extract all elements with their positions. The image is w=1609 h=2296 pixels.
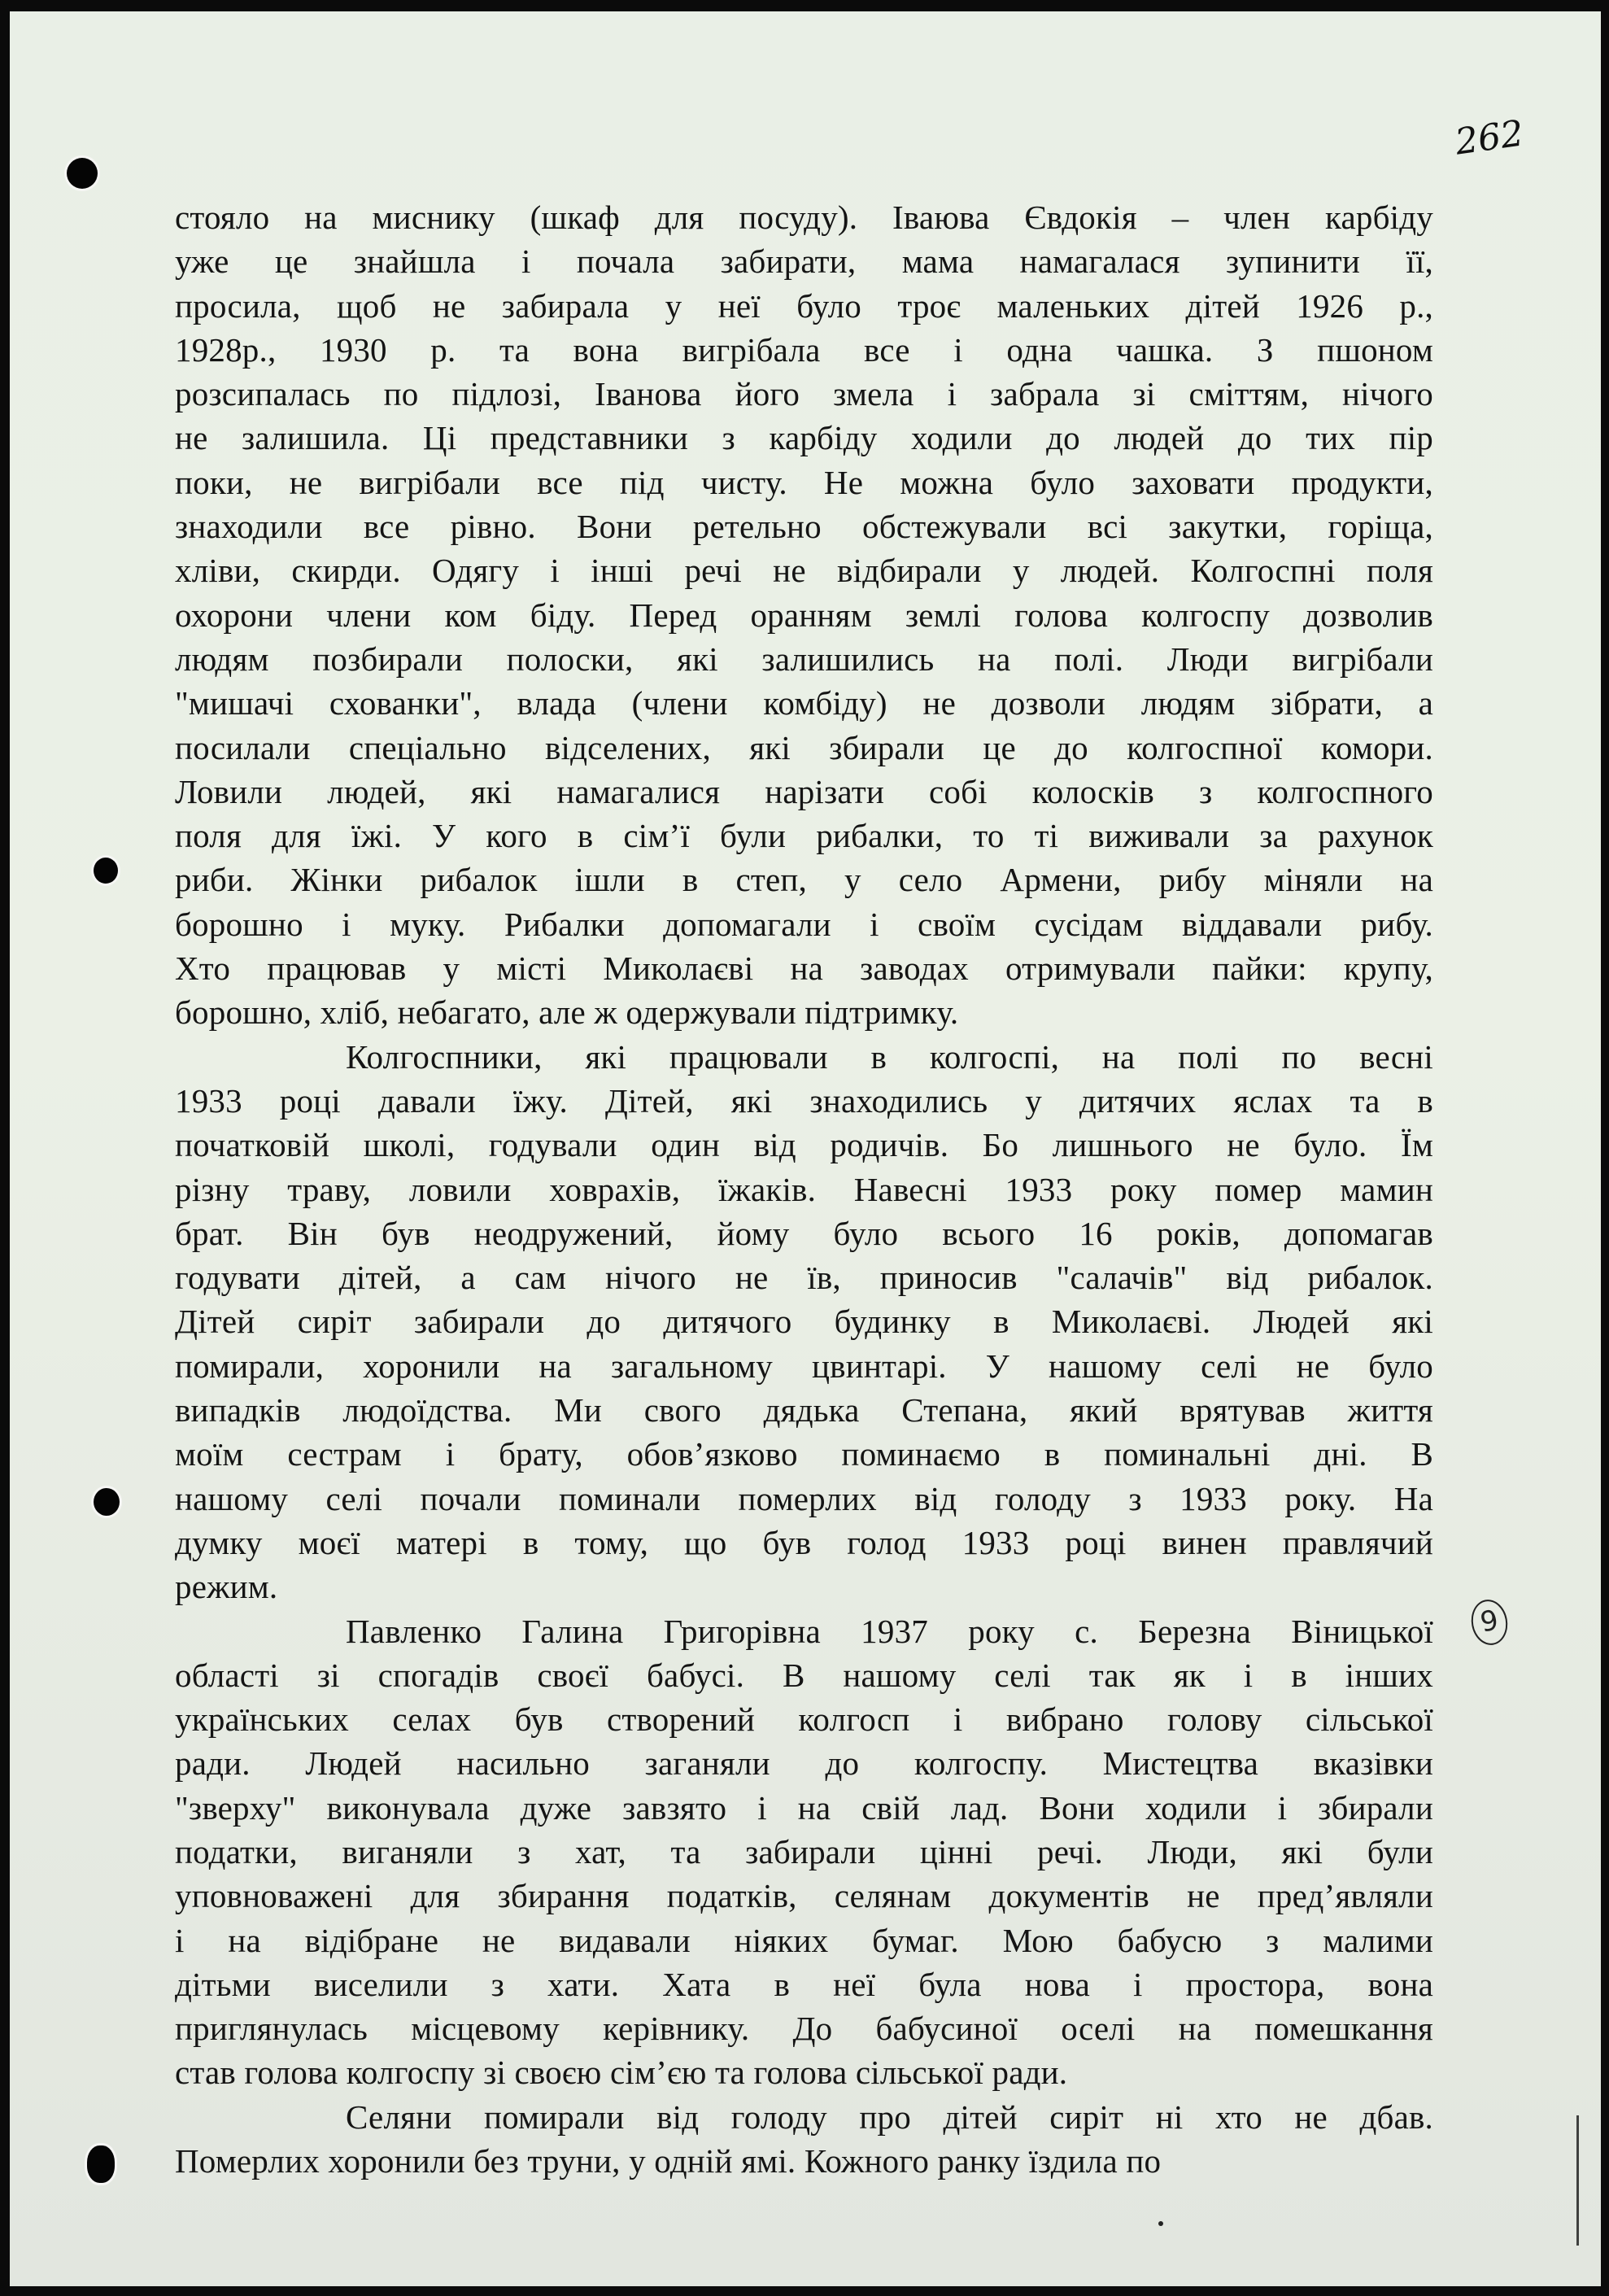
- text-line: ради. Людей насильно заганяли до колгоспу. Мистецтва вказівки: [175, 1744, 1433, 1783]
- text-line: Померлих хоронили без труни, у одній ямі. Кожного ранку їздила по: [175, 2142, 1162, 2180]
- text-line: борошно і муку. Рибалки допомагали і своїм сусідам віддавали рибу.: [175, 905, 1433, 943]
- text-line: нашому селі почали поминали померлих від голоду з 1933 року. На: [175, 1479, 1433, 1517]
- text-line: годувати дітей, а сам нічого не їв, приносив "салачів" від рибалок.: [175, 1259, 1433, 1297]
- text-line: дітьми виселили з хати. Хата в неї була нова і простора, вона: [175, 1965, 1433, 2003]
- text-line: випадків людоїдства. Ми свого дядька Степана, який врятував життя: [175, 1391, 1433, 1430]
- handwritten-page-number: 262: [1452, 112, 1527, 164]
- text-line: 1928р., 1930 р. та вона вигрібала все і одна чашка. З пшоном: [175, 330, 1433, 369]
- text-line: людям позбирали полоски, які залишились на полі. Люди вигрібали: [175, 639, 1433, 678]
- text-line: Колгоспники, які працювали в колгоспі, на полі по весні: [346, 1037, 1433, 1076]
- text-line: початковій школі, годували один від родичів. Бо лишнього не було. Їм: [175, 1126, 1433, 1164]
- text-line: борошно, хліб, небагато, але ж одержували підтримку.: [175, 993, 959, 1032]
- text-line: і на відібране не видавали ніяких бумаг. Мою бабусю з малими: [175, 1921, 1433, 1959]
- text-line: Ловили людей, які намагалися нарізати собі колосків з колгоспного: [175, 772, 1433, 810]
- text-line: податки, виганяли з хат, та забирали цінні речі. Люди, які були: [175, 1832, 1433, 1870]
- text-line: посилали спеціально відселених, які збирали це до колгоспної комори.: [175, 728, 1433, 766]
- punch-hole: [67, 158, 98, 189]
- text-line: Хто працював у місті Миколаєві на заводах отримували пайки: крупу,: [175, 949, 1433, 988]
- text-line: приглянулась місцевому керівнику. До бабусиної оселі на помешкання: [175, 2010, 1433, 2048]
- text-line: 1933 році давали їжу. Дітей, які знаходились у дитячих яслах та в: [175, 1081, 1433, 1120]
- text-line: уже це знайшла і почала забирати, мама намагалася зупинити її,: [175, 242, 1433, 281]
- text-line: думку моєї матері в тому, що був голод 1933 році винен правлячий: [175, 1523, 1433, 1561]
- text-line: моїм сестрам і брату, обов’язково поминаємо в поминальні дні. В: [175, 1435, 1433, 1473]
- text-line: просила, щоб не забирала у неї було троє маленьких дітей 1926 р.,: [175, 286, 1433, 325]
- text-line: не залишила. Ці представники з карбіду ходили до людей до тих пір: [175, 419, 1433, 457]
- circled-margin-mark: 9: [1467, 1597, 1511, 1648]
- text-line: знаходили все рівно. Вони ретельно обстежували всі закутки, горіща,: [175, 508, 1433, 546]
- document-body: [175, 195, 1433, 2183]
- text-line: уповноважені для збирання податків, селянам документів не пред’являли: [175, 1877, 1433, 1915]
- text-line: розсипалась по підлозі, Іванова його змела і забрала зі сміттям, нічого: [175, 375, 1433, 413]
- text-line: помирали, хоронили на загальному цвинтарі. У нашому селі не було: [175, 1347, 1433, 1385]
- scan-edge-line: [1576, 2115, 1579, 2246]
- text-line: "мишачі схованки", влада (члени комбіду) не дозволи людям зібрати, а: [175, 684, 1433, 722]
- text-line: Дітей сиріт забирали до дитячого будинку в Миколаєві. Людей які: [175, 1303, 1433, 1341]
- text-line: Павленко Галина Григорівна 1937 року с. Березна Віницької: [346, 1612, 1433, 1650]
- text-line: області зі спогадів своєї бабусі. В нашому селі так як і в інших: [175, 1656, 1433, 1694]
- text-line: стояло на миснику (шкаф для посуду). Іваюва Євдокія – член карбіду: [175, 199, 1433, 236]
- text-line: поля для їжі. У кого в сім’ї були рибалки, то ті виживали за рахунок: [175, 817, 1433, 855]
- document-page: [10, 11, 1601, 2286]
- punch-hole: [94, 858, 118, 884]
- text-line: українських селах був створений колгосп і вибрано голову сільської: [175, 1700, 1433, 1739]
- text-line: різну траву, ловили ховрахів, їжаків. Навесні 1933 року помер мамин: [175, 1170, 1433, 1208]
- text-line: став голова колгоспу зі своєю сім’єю та голова сільської ради.: [175, 2054, 1068, 2092]
- text-line: "зверху" виконувала дуже завзято і на свій лад. Вони ходили і збирали: [175, 1788, 1433, 1827]
- punch-hole: [94, 1488, 120, 1516]
- text-line: режим.: [175, 1568, 278, 1606]
- punch-hole: [87, 2145, 115, 2183]
- text-line: поки, не вигрібали все під чисту. Не можна було заховати продукти,: [175, 463, 1433, 501]
- text-line: риби. Жінки рибалок ішли в степ, у село Армени, рибу міняли на: [175, 861, 1433, 899]
- speck: [1158, 2221, 1163, 2226]
- text-line: хліви, скирди. Одягу і інші речі не відбирали у людей. Колгоспні поля: [175, 552, 1433, 590]
- text-line: охорони члени ком біду. Перед оранням землі голова колгоспу дозволив: [175, 596, 1433, 634]
- text-line: брат. Він був неодружений, йому було всього 16 років, допомагав: [175, 1214, 1433, 1252]
- text-line: Селяни помирали від голоду про дітей сиріт ні хто не дбав.: [346, 2097, 1433, 2136]
